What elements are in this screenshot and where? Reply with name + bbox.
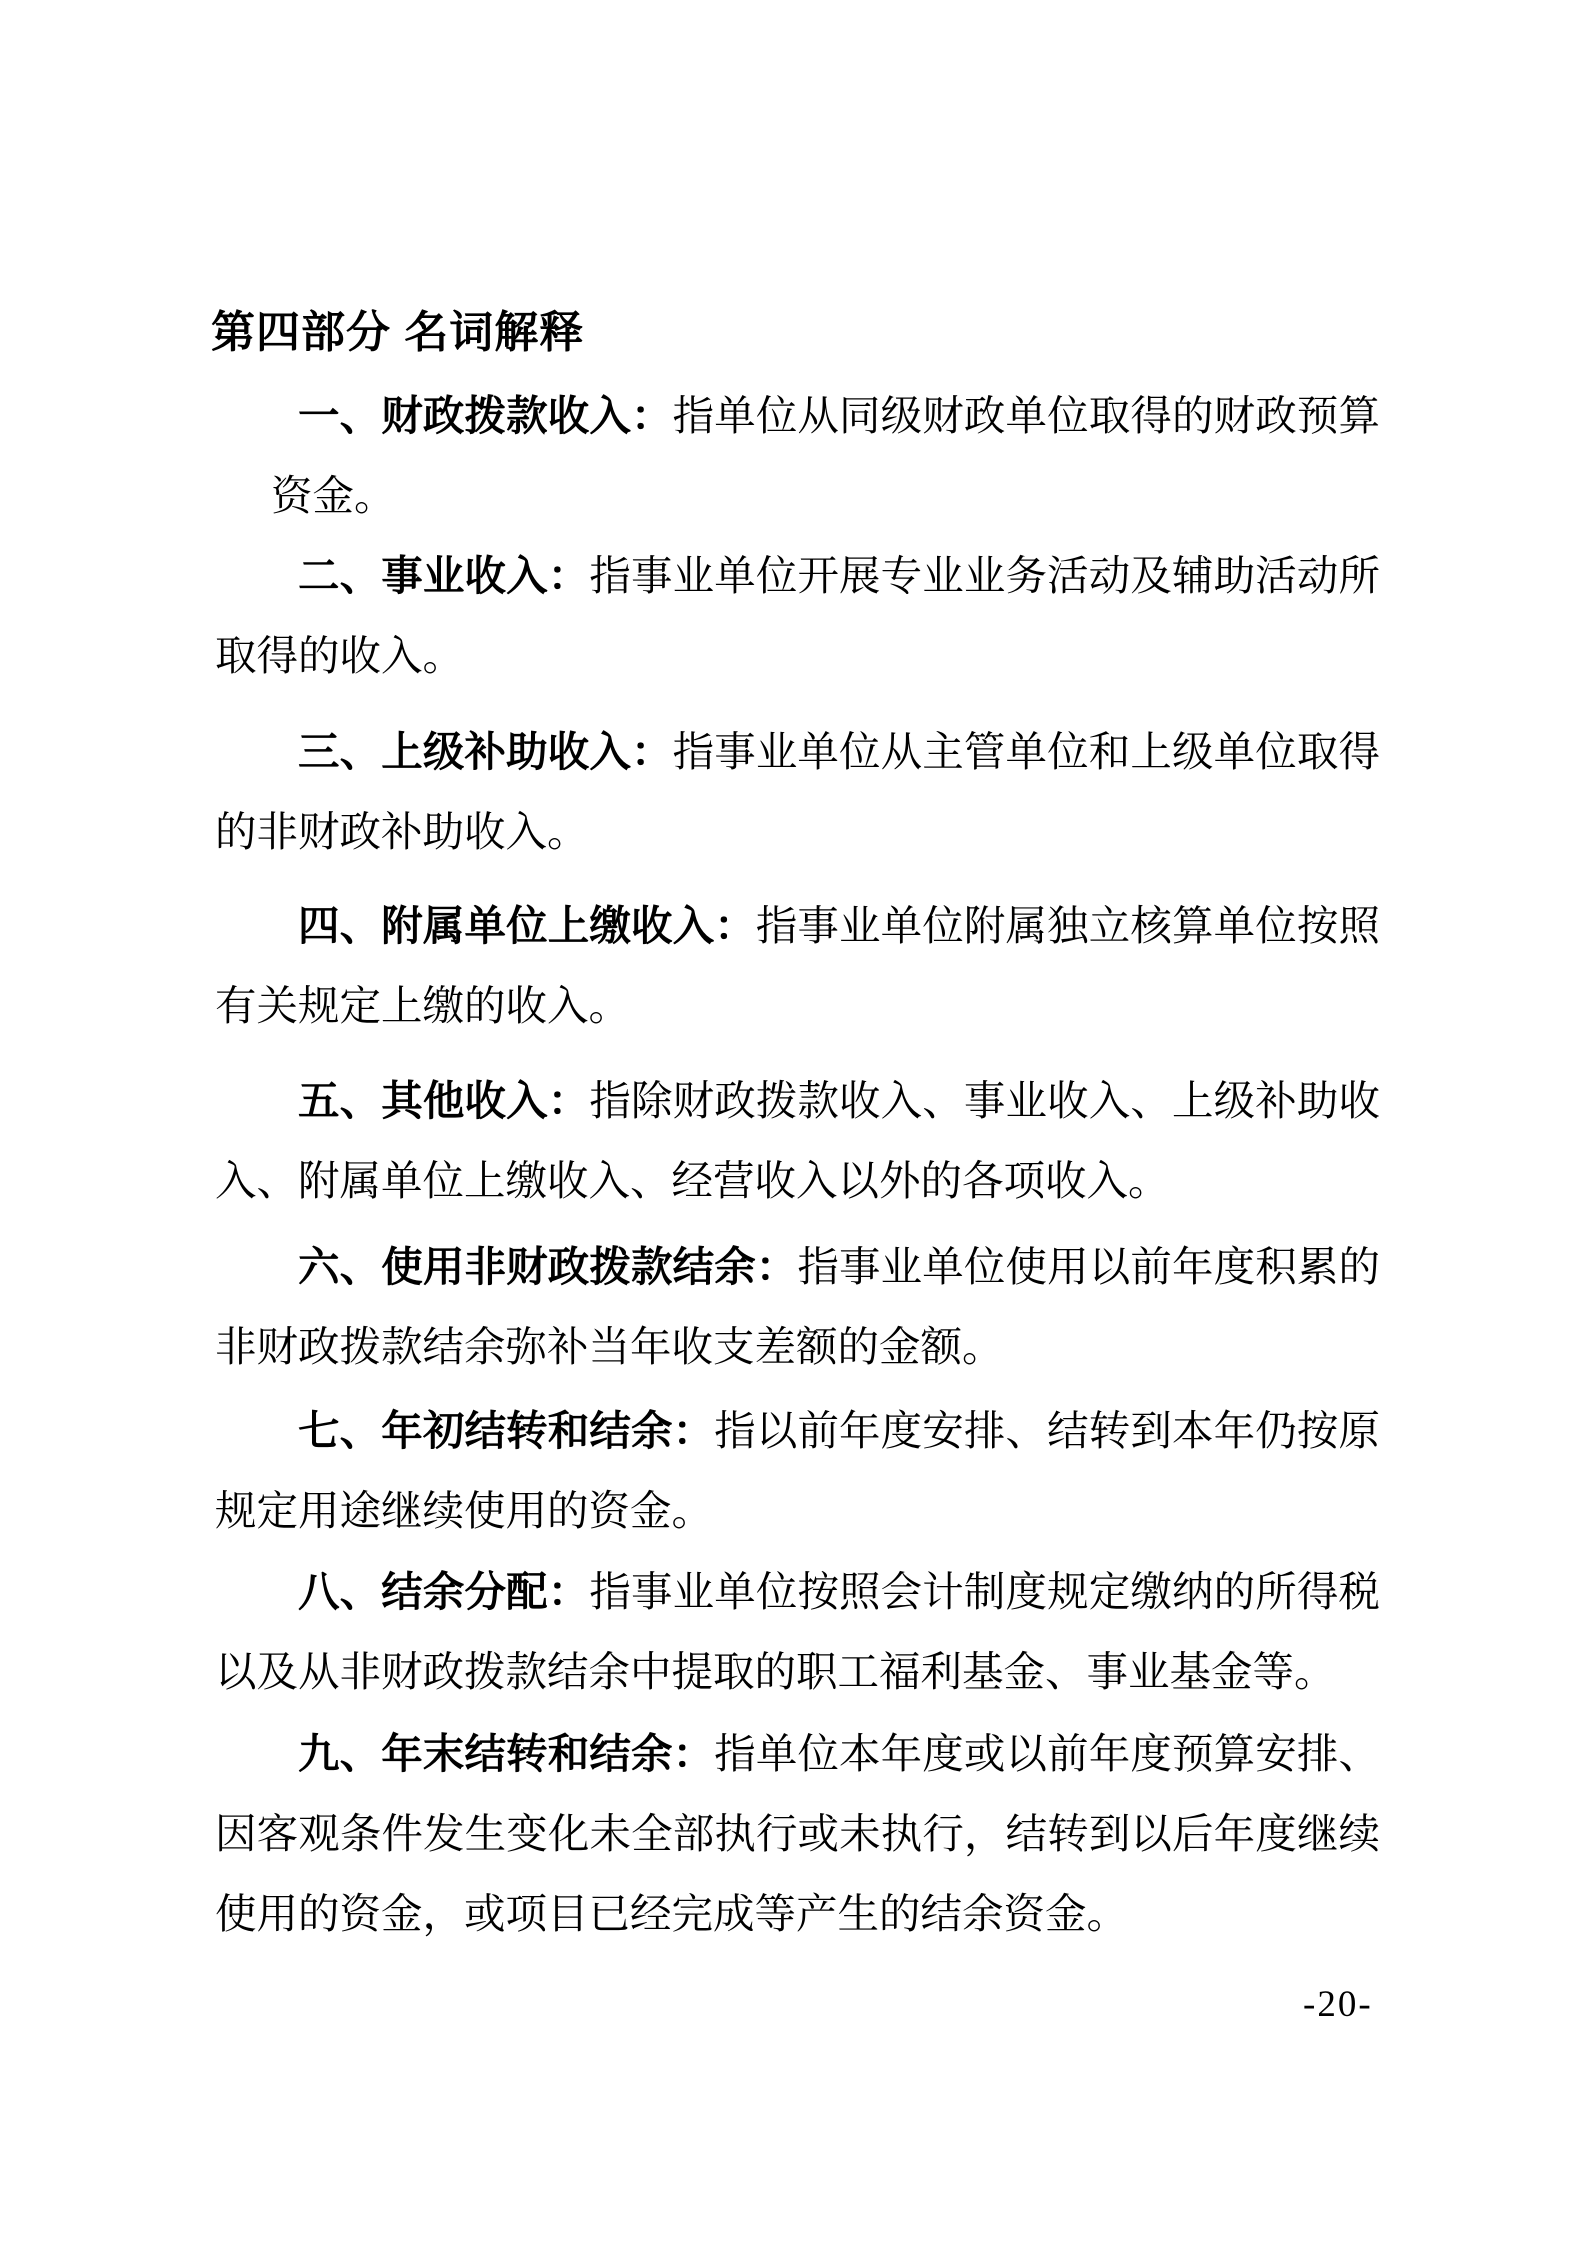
- paragraph: [215, 1391, 1380, 1551]
- paragraph-line: 九、年末结转和结余：指单位本年度或以前年度预算安排、: [298, 1731, 1380, 1777]
- paragraph-line: 四、附属单位上缴收入：指事业单位附属独立核算单位按照: [298, 903, 1380, 949]
- paragraph-line: 使用的资金，或项目已经完成等产生的结余资金。: [215, 1891, 1129, 1937]
- paragraph-line: 入、附属单位上缴收入、经营收入以外的各项收入。: [215, 1158, 1170, 1204]
- paragraph: [215, 886, 1380, 1046]
- term-label: 二、事业收入：: [298, 553, 590, 599]
- paragraph-line: 非财政拨款结余弥补当年收支差额的金额。: [215, 1324, 1004, 1370]
- paragraph-line: 六、使用非财政拨款结余：指事业单位使用以前年度积累的: [298, 1244, 1380, 1290]
- paragraph: [215, 1061, 1380, 1221]
- paragraph: [215, 1552, 1380, 1712]
- paragraph-line: 取得的收入。: [215, 633, 465, 679]
- page-title: 第四部分 名词解释: [211, 308, 585, 357]
- paragraph: [215, 376, 1380, 536]
- paragraph: [215, 712, 1380, 872]
- paragraph-line: 以及从非财政拨款结余中提取的职工福利基金、事业基金等。: [215, 1649, 1336, 1695]
- paragraph-line: 二、事业收入：指事业单位开展专业业务活动及辅助活动所: [298, 553, 1380, 599]
- term-label: 五、其他收入：: [298, 1078, 590, 1124]
- term-label: 七、年初结转和结余：: [298, 1408, 715, 1454]
- paragraph-line: 资金。: [271, 473, 396, 519]
- term-label: 一、财政拨款收入：: [298, 393, 673, 439]
- paragraph-line: 七、年初结转和结余：指以前年度安排、结转到本年仍按原: [298, 1408, 1380, 1454]
- paragraph-line: 三、上级补助收入：指事业单位从主管单位和上级单位取得: [298, 729, 1380, 775]
- term-label: 八、结余分配：: [298, 1569, 590, 1615]
- paragraph-line: 因客观条件发生变化未全部执行或未执行，结转到以后年度继续: [215, 1811, 1380, 1857]
- paragraph: [215, 1227, 1380, 1387]
- paragraph-line: 一、财政拨款收入：指单位从同级财政单位取得的财政预算: [298, 393, 1380, 439]
- paragraph-line: 规定用途继续使用的资金。: [215, 1488, 714, 1534]
- term-label: 六、使用非财政拨款结余：: [298, 1244, 798, 1290]
- paragraph-line: 有关规定上缴的收入。: [215, 983, 631, 1029]
- paragraph-line: 八、结余分配：指事业单位按照会计制度规定缴纳的所得税: [298, 1569, 1380, 1615]
- term-label: 三、上级补助收入：: [298, 729, 673, 775]
- term-label: 九、年末结转和结余：: [298, 1731, 715, 1777]
- paragraph-line: 的非财政补助收入。: [215, 809, 589, 855]
- paragraph: [215, 1714, 1380, 1954]
- paragraph: [215, 536, 1380, 696]
- page-number: -20-: [1303, 1984, 1373, 2025]
- term-label: 四、附属单位上缴收入：: [298, 903, 756, 949]
- paragraph-line: 五、其他收入：指除财政拨款收入、事业收入、上级补助收: [298, 1078, 1380, 1124]
